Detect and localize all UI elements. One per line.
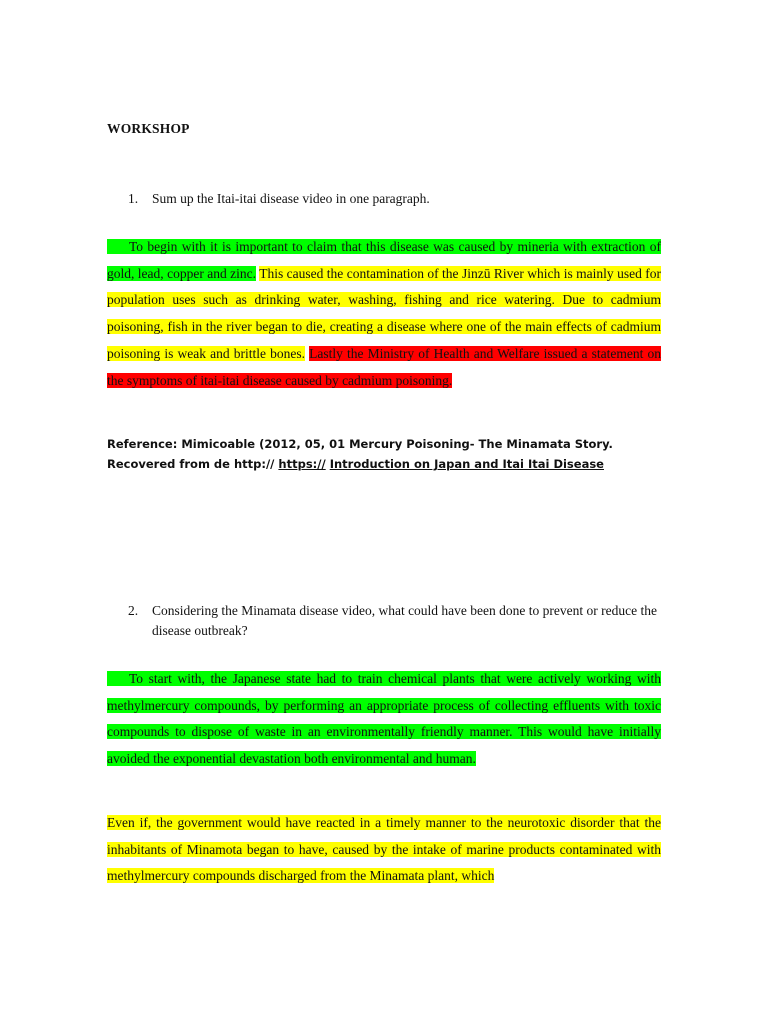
answer-2-yellow-text: Even if, the government would have reacted in a timely manner to the neurotoxic disorder that the inhabitants of Minamota began to have, caused by the intake of marine products contaminated with methylmercury compounds discharged from the Minamata plant, which xyxy=(107,815,661,884)
question-1-text: Sum up the Itai-itai disease video in one paragraph. xyxy=(152,191,430,206)
reference-link-url[interactable]: https:// xyxy=(278,457,326,471)
answer-2 xyxy=(107,666,661,773)
reference-text: Reference: Mimicoable (2012, 05, 01 Mercury Poisoning- The Minamata Story. Recovered from de http:// xyxy=(107,437,613,471)
question-2 xyxy=(128,601,668,641)
answer-1-red-text: Lastly the Ministry of Health and Welfare issued a statement on the symptoms of itai-itai disease caused by cadmium poisoning. xyxy=(107,345,662,388)
answer-1-yellow-text: This caused the contamination of the Jinzū River which is mainly used for population uses such as drinking water, washing, fishing and rice watering. Due to cadmium poisoning, fish in the river began to die, creating a disease where one of the main effects of cadmium poisoning is weak and brittle bones. xyxy=(107,265,661,361)
reference-link-title[interactable]: Introduction on Japan and Itai Itai Disease xyxy=(329,457,604,471)
question-2-number: 2. xyxy=(128,603,139,618)
answer-2-continued xyxy=(107,810,661,890)
answer-2-green-text: To start with, the Japanese state had to train chemical plants that were actively working with methylmercury compounds, by performing an appropriate process of collecting effluents with toxic compounds to dispose of waste in an environmentally friendly manner. This would have initially avoided the exponential devastation both environmental and human. xyxy=(107,671,661,767)
answer-1 xyxy=(107,234,661,394)
question-2-text: Considering the Minamata disease video, what could have been done to prevent or reduce the disease outbreak? xyxy=(152,603,657,638)
question-1 xyxy=(128,189,668,209)
page-title: WORKSHOP xyxy=(107,121,190,136)
answer-1-green-text: To begin with it is important to claim that this disease was caused by mineria with extraction of gold, lead, copper and zinc. xyxy=(107,239,661,281)
question-1-number: 1. xyxy=(128,191,139,206)
reference-citation xyxy=(107,434,667,474)
